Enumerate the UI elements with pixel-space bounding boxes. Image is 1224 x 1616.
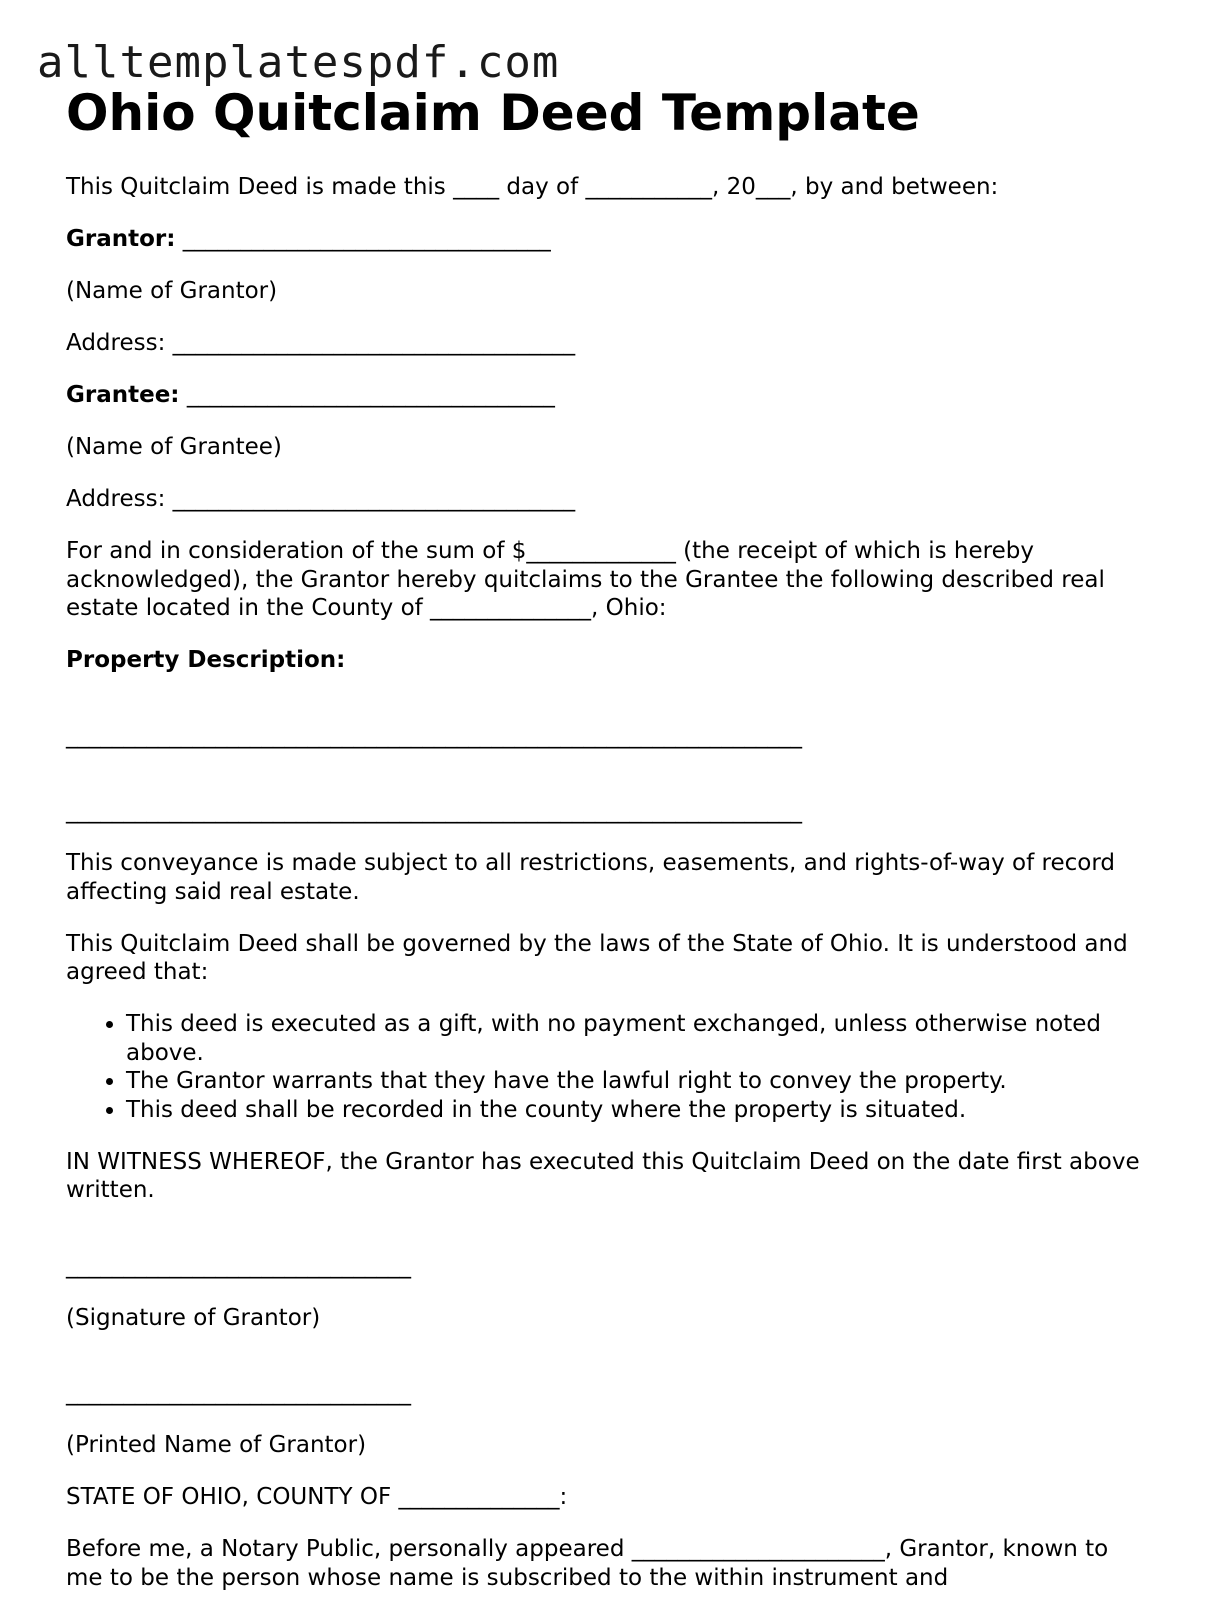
grantee-name-hint: (Name of Grantee) xyxy=(66,434,282,460)
property-spacer xyxy=(66,774,1151,798)
list-item: • This deed shall be recorded in the county where the property is situated. xyxy=(126,1096,1151,1125)
grantor-name-field: ________________________________ xyxy=(182,226,551,252)
property-description-heading: Property Description: xyxy=(66,647,346,673)
grantee-address-label: Address: xyxy=(66,486,166,512)
property-spacer xyxy=(66,698,1151,722)
watermark: alltemplatespdf.com xyxy=(37,37,560,88)
page-title: Ohio Quitclaim Deed Template xyxy=(66,84,920,142)
conveyance-paragraph: This conveyance is made subject to all restrictions, easements, and rights-of-way of record affecting said real estate. xyxy=(66,850,1115,905)
list-item: • This deed is executed as a gift, with no payment exchanged, unless otherwise noted above. xyxy=(126,1010,1151,1067)
signature-label: (Signature of Grantor) xyxy=(66,1304,321,1331)
grantor-address-line xyxy=(66,329,1151,358)
grantor-label: Grantor: xyxy=(66,226,176,252)
printed-name-spacer xyxy=(66,1356,1151,1380)
grantee-address-field: ___________________________________ xyxy=(172,486,576,512)
witness-paragraph: IN WITNESS WHEREOF, the Grantor has executed this Quitclaim Deed on the date first above written. xyxy=(66,1148,1140,1203)
grantor-name-hint: (Name of Grantor) xyxy=(66,278,278,304)
property-description-line: ________________________________________________________________ xyxy=(66,722,802,749)
signature-spacer xyxy=(66,1228,1151,1252)
grantee-label: Grantee: xyxy=(66,382,180,408)
list-item: • The Grantor warrants that they have the lawful right to convey the property. xyxy=(126,1067,1151,1096)
grantor-line xyxy=(66,225,1151,254)
grantee-line xyxy=(66,381,1151,410)
signature-line: ______________________________ xyxy=(66,1252,411,1279)
consideration-paragraph: For and in consideration of the sum of $_____________ (the receipt of which is hereby acknowledged), the Grantor hereby quitclaims to the Grantee the following described real estate located in the County of ______________, Ohio: xyxy=(66,538,1105,621)
grantee-address-line xyxy=(66,485,1151,514)
printed-name-line: ______________________________ xyxy=(66,1380,411,1406)
grantor-address-label: Address: xyxy=(66,330,166,356)
property-description-line: ________________________________________________________________ xyxy=(66,798,802,824)
intro-paragraph: This Quitclaim Deed is made this ____ day of ___________, 20___, by and between: xyxy=(66,174,999,200)
notary-paragraph: Before me, a Notary Public, personally appeared ______________________, Grantor, known to me to be the person whose name is subscribed to the within instrument and xyxy=(66,1536,1109,1591)
governing-law-paragraph: This Quitclaim Deed shall be governed by the laws of the State of Ohio. It is understood and agreed that: xyxy=(66,930,1128,985)
terms-list xyxy=(66,1010,1151,1124)
grantee-name-field: ________________________________ xyxy=(186,382,555,408)
grantor-address-field: ___________________________________ xyxy=(172,330,576,356)
state-county-line: STATE OF OHIO, COUNTY OF ______________: xyxy=(66,1484,568,1510)
printed-name-label: (Printed Name of Grantor) xyxy=(66,1432,367,1458)
deed-body xyxy=(66,173,1151,1616)
